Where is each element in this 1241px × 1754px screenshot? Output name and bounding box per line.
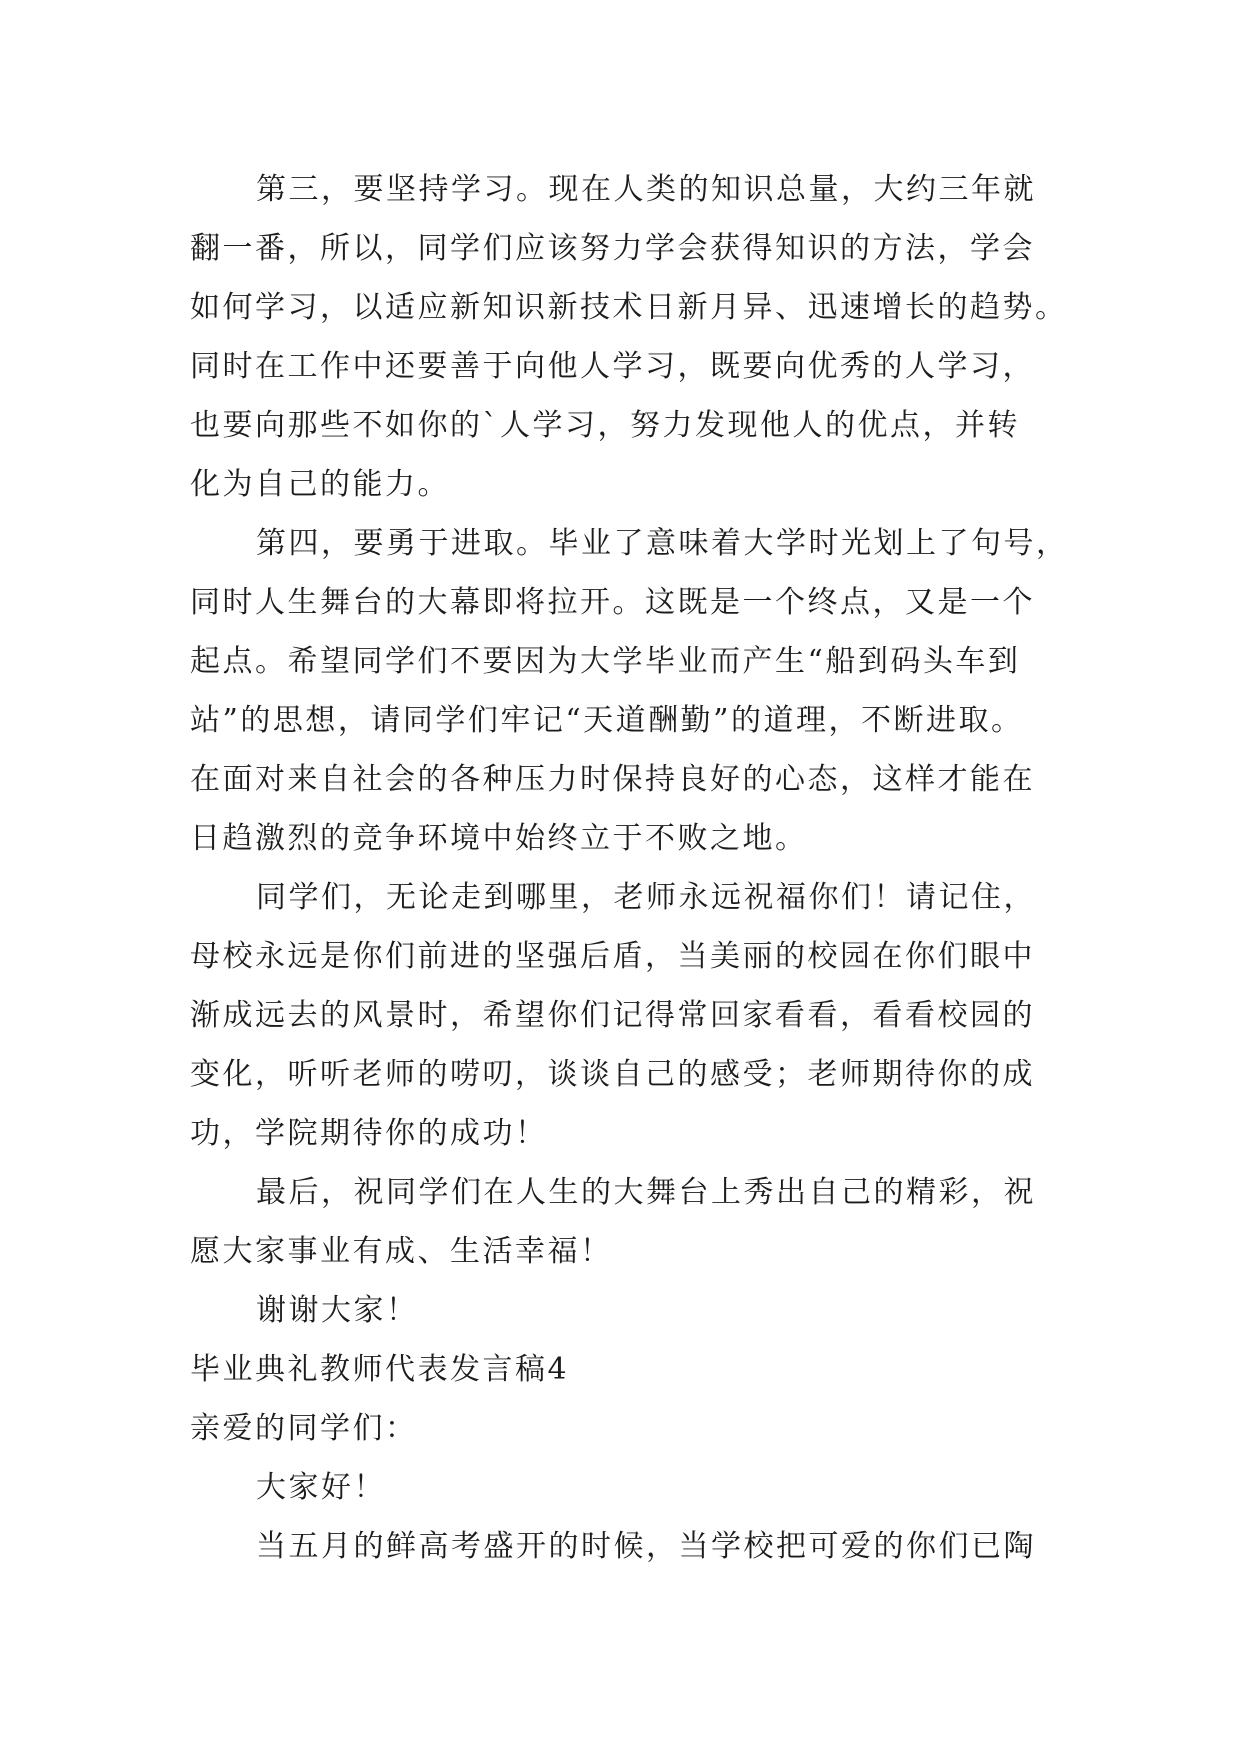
paragraph-line: 愿大家事业有成、生活幸福！ <box>190 1234 613 1269</box>
document-page <box>190 160 1069 1576</box>
paragraph-line: 第四，要勇于进取。毕业了意味着大学时光划上了句号， <box>256 526 1069 561</box>
paragraph-line: 最后，祝同学们在人生的大舞台上秀出自己的精彩，祝 <box>256 1175 1036 1210</box>
paragraph-line: 变化，听听老师的唠叨，谈谈自己的感受；老师期待你的成 <box>190 1057 1035 1092</box>
paragraph-line: 翻一番，所以，同学们应该努力学会获得知识的方法，学会 <box>190 231 1035 266</box>
paragraph-line: 功，学院期待你的成功！ <box>190 1116 548 1151</box>
paragraph-line: 化为自己的能力。 <box>190 467 450 502</box>
paragraph-line: 如何学习，以适应新知识新技术日新月异、迅速增长的趋势。 <box>190 290 1068 325</box>
paragraph-line: 起点。希望同学们不要因为大学毕业而产生“船到码头车到 <box>190 644 1021 679</box>
paragraph-line: 站”的思想，请同学们牢记“天道酬勤”的道理，不断进取。 <box>190 703 1024 738</box>
section-heading: 毕业典礼教师代表发言稿4 <box>190 1352 570 1387</box>
closing-line: 谢谢大家！ <box>256 1293 419 1328</box>
paragraph-line: 渐成远去的风景时，希望你们记得常回家看看，看看校园的 <box>190 998 1035 1033</box>
paragraph-line: 当五月的鲜高考盛开的时候，当学校把可爱的你们已陶 <box>256 1529 1036 1564</box>
salutation-line: 亲爱的同学们： <box>190 1411 418 1446</box>
paragraph-line: 母校永远是你们前进的坚强后盾，当美丽的校园在你们眼中 <box>190 939 1035 974</box>
paragraph-line: 也要向那些不如你的`人学习，努力发现他人的优点，并转 <box>190 408 1020 443</box>
paragraph-line: 同学们，无论走到哪里，老师永远祝福你们！请记住， <box>256 880 1036 915</box>
greeting-line: 大家好！ <box>256 1470 386 1505</box>
paragraph-line: 日趋激烈的竞争环境中始终立于不败之地。 <box>190 821 808 856</box>
paragraph-line: 在面对来自社会的各种压力时保持良好的心态，这样才能在 <box>190 762 1035 797</box>
paragraph-line: 同时在工作中还要善于向他人学习，既要向优秀的人学习， <box>190 349 1035 384</box>
paragraph-line: 同时人生舞台的大幕即将拉开。这既是一个终点，又是一个 <box>190 585 1035 620</box>
paragraph-line: 第三，要坚持学习。现在人类的知识总量，大约三年就 <box>256 172 1036 207</box>
